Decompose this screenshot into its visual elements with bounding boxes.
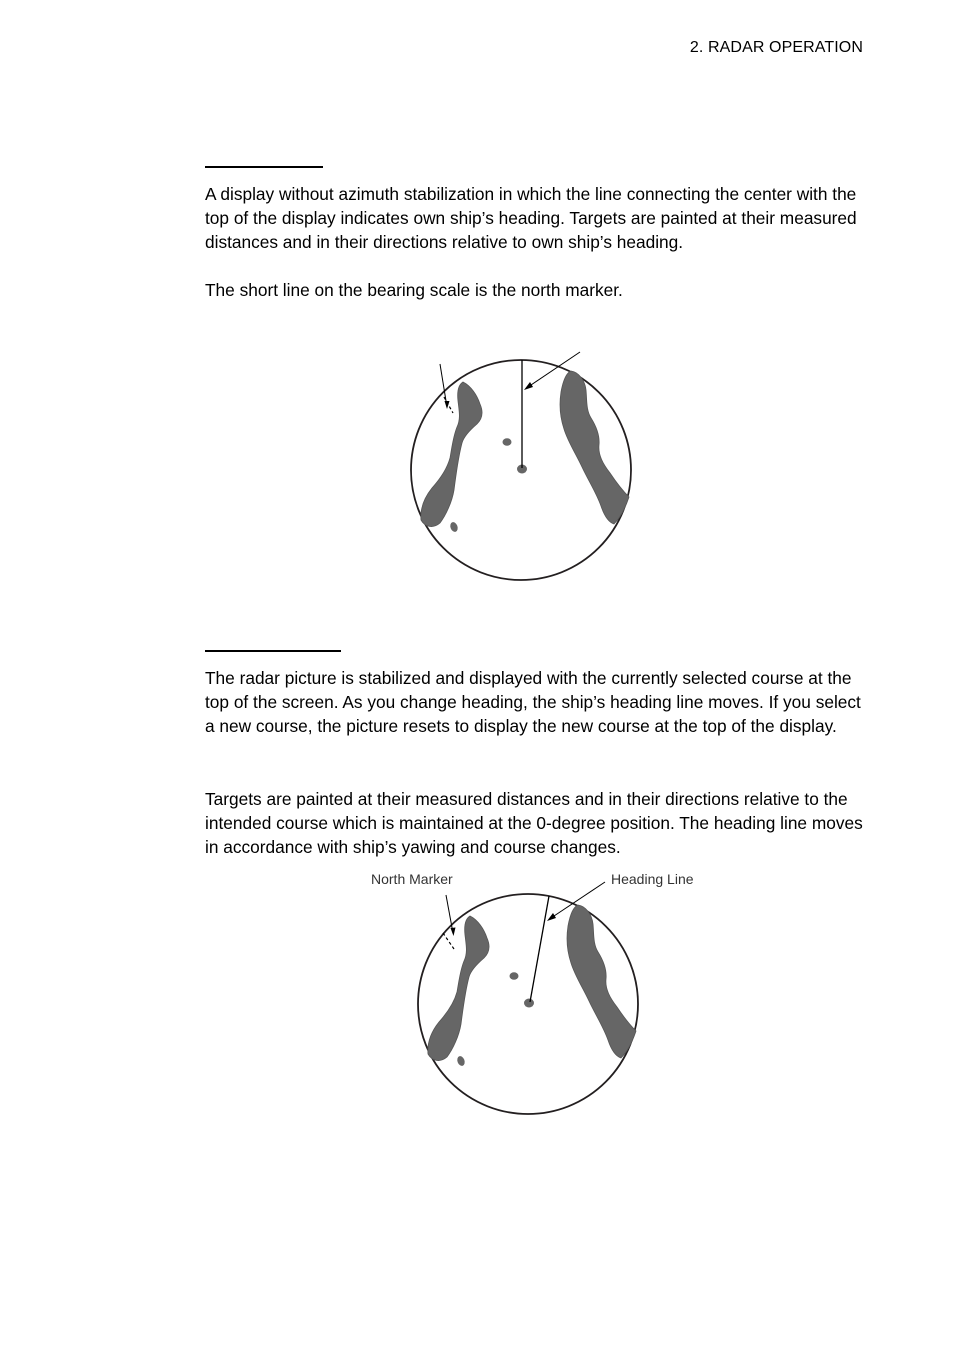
radar-picture [411, 360, 631, 580]
section-2-paragraph-1: The radar picture is stabilized and displayed with the currently selected course at the top of the screen. As you change heading, the ship’s heading line moves. If you select a new course, the picture resets to display the new course at the top of the display. [205, 668, 861, 737]
course-up-radar-figure [407, 874, 647, 1124]
target-blip-small [510, 972, 519, 980]
target-blip-center [524, 999, 534, 1008]
radar-picture [418, 894, 638, 1114]
section-1-title-rule [205, 166, 323, 168]
head-up-radar-figure [400, 340, 640, 590]
target-blip-small [503, 438, 512, 446]
chapter-header: 2. RADAR OPERATION [689, 39, 863, 56]
section-1-paragraph-1: A display without azimuth stabilization in which the line connecting the center with the top of the display indicates own ship’s heading. Targets are painted at their measured distances and in their directions relative to own ship’s heading. [205, 184, 857, 253]
section-2-title-rule [205, 650, 341, 652]
section-2-paragraph-2: Targets are painted at their measured distances and in their directions relative to the intended course which is maintained at the 0-degree position. The heading line moves in accordance with ship’s yawing and course changes. [205, 789, 863, 858]
section-1-paragraph-2: The short line on the bearing scale is the north marker. [205, 280, 623, 300]
north-marker-label: North Marker [371, 871, 453, 887]
heading-line-label: Heading Line [611, 871, 694, 887]
